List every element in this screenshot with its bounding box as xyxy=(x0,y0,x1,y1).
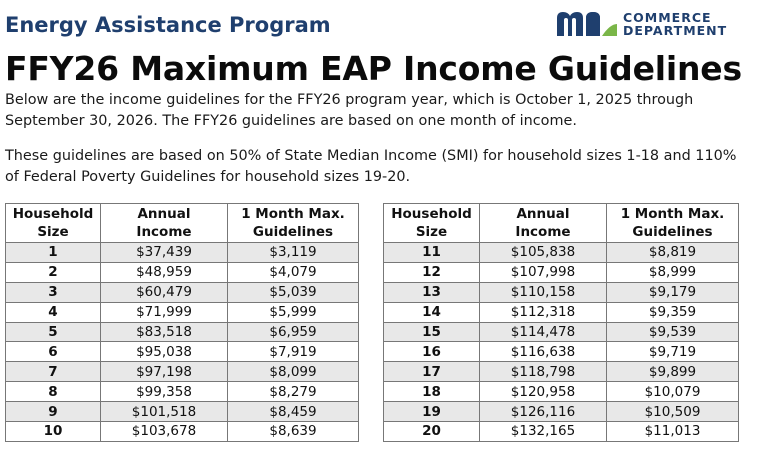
cell-annual-income: $95,038 xyxy=(101,342,228,362)
table-row xyxy=(384,262,739,282)
header-line: 1 Month Max. xyxy=(241,206,345,222)
cell-household-size: 16 xyxy=(384,342,480,362)
cell-household-size: 15 xyxy=(384,322,480,342)
table-header-row xyxy=(6,204,359,243)
header-line: Size xyxy=(415,224,448,240)
page-title: FFY26 Maximum EAP Income Guidelines xyxy=(5,49,742,88)
header-line: 1 Month Max. xyxy=(620,206,725,222)
header-month-max xyxy=(607,204,739,243)
cell-annual-income: $71,999 xyxy=(101,302,228,322)
intro-paragraph: Below are the income guidelines for the FFY26 program year, which is October 1, 2025 through September 30, 2026. The FFY26 guidelines are based on one month of income. xyxy=(5,92,694,129)
table-row xyxy=(384,362,739,382)
cell-household-size: 13 xyxy=(384,282,480,302)
table-row xyxy=(384,243,739,263)
cell-month-max: $9,899 xyxy=(607,362,739,382)
cell-household-size: 5 xyxy=(6,322,101,342)
basis-paragraph: These guidelines are based on 50% of State Median Income (SMI) for household sizes 1-18 and 110% of Federal Poverty Guidelines for household sizes 19-20. xyxy=(5,148,737,185)
cell-month-max: $7,919 xyxy=(228,342,359,362)
cell-month-max: $10,509 xyxy=(607,402,739,422)
cell-household-size: 2 xyxy=(6,262,101,282)
table-row xyxy=(6,322,359,342)
cell-month-max: $11,013 xyxy=(607,422,739,442)
mn-logo-icon xyxy=(555,10,619,38)
cell-household-size: 3 xyxy=(6,282,101,302)
cell-household-size: 7 xyxy=(6,362,101,382)
cell-month-max: $9,179 xyxy=(607,282,739,302)
header-annual-income xyxy=(480,204,607,243)
table-row xyxy=(384,382,739,402)
header-line: Household xyxy=(12,206,94,222)
header-household-size xyxy=(384,204,480,243)
cell-annual-income: $101,518 xyxy=(101,402,228,422)
cell-household-size: 10 xyxy=(6,422,101,442)
table-row xyxy=(384,402,739,422)
logo-text-line2: DEPARTMENT xyxy=(623,23,728,38)
header-line: Guidelines xyxy=(632,224,713,240)
cell-household-size: 6 xyxy=(6,342,101,362)
header-line: Annual xyxy=(516,206,570,222)
table-header-row xyxy=(384,204,739,243)
cell-annual-income: $116,638 xyxy=(480,342,607,362)
table-row xyxy=(6,262,359,282)
cell-month-max: $5,039 xyxy=(228,282,359,302)
header-household-size xyxy=(6,204,101,243)
cell-month-max: $9,719 xyxy=(607,342,739,362)
cell-month-max: $8,459 xyxy=(228,402,359,422)
cell-annual-income: $120,958 xyxy=(480,382,607,402)
cell-household-size: 1 xyxy=(6,243,101,263)
cell-month-max: $5,999 xyxy=(228,302,359,322)
cell-month-max: $8,279 xyxy=(228,382,359,402)
cell-month-max: $8,819 xyxy=(607,243,739,263)
cell-annual-income: $83,518 xyxy=(101,322,228,342)
commerce-department-logo xyxy=(555,8,727,40)
header-month-max xyxy=(228,204,359,243)
cell-month-max: $9,359 xyxy=(607,302,739,322)
cell-month-max: $8,999 xyxy=(607,262,739,282)
table-row xyxy=(384,342,739,362)
cell-household-size: 17 xyxy=(384,362,480,382)
cell-month-max: $8,639 xyxy=(228,422,359,442)
table-row xyxy=(6,422,359,442)
cell-annual-income: $118,798 xyxy=(480,362,607,382)
program-name: Energy Assistance Program xyxy=(5,13,331,37)
cell-household-size: 12 xyxy=(384,262,480,282)
cell-household-size: 9 xyxy=(6,402,101,422)
cell-household-size: 18 xyxy=(384,382,480,402)
cell-month-max: $10,079 xyxy=(607,382,739,402)
cell-annual-income: $37,439 xyxy=(101,243,228,263)
table-row xyxy=(6,302,359,322)
cell-annual-income: $112,318 xyxy=(480,302,607,322)
header-line: Guidelines xyxy=(252,224,334,240)
cell-annual-income: $105,838 xyxy=(480,243,607,263)
cell-annual-income: $97,198 xyxy=(101,362,228,382)
cell-household-size: 8 xyxy=(6,382,101,402)
cell-household-size: 4 xyxy=(6,302,101,322)
table-row xyxy=(6,282,359,302)
cell-annual-income: $107,998 xyxy=(480,262,607,282)
table-row xyxy=(6,243,359,263)
cell-annual-income: $114,478 xyxy=(480,322,607,342)
cell-month-max: $8,099 xyxy=(228,362,359,382)
header-line: Size xyxy=(37,224,69,240)
table-row xyxy=(6,342,359,362)
logo-text-line1: COMMERCE xyxy=(623,10,712,25)
cell-household-size: 14 xyxy=(384,302,480,322)
header-line: Income xyxy=(515,224,571,240)
cell-month-max: $9,539 xyxy=(607,322,739,342)
table-row xyxy=(6,402,359,422)
cell-month-max: $3,119 xyxy=(228,243,359,263)
cell-annual-income: $99,358 xyxy=(101,382,228,402)
cell-month-max: $6,959 xyxy=(228,322,359,342)
table-row xyxy=(384,302,739,322)
header-line: Income xyxy=(136,224,192,240)
table-row xyxy=(384,322,739,342)
header-line: Annual xyxy=(137,206,191,222)
table-row xyxy=(6,362,359,382)
guidelines-table-sizes-11-20 xyxy=(383,203,739,442)
cell-annual-income: $132,165 xyxy=(480,422,607,442)
header-annual-income xyxy=(101,204,228,243)
cell-month-max: $4,079 xyxy=(228,262,359,282)
cell-household-size: 19 xyxy=(384,402,480,422)
cell-annual-income: $110,158 xyxy=(480,282,607,302)
cell-annual-income: $60,479 xyxy=(101,282,228,302)
cell-household-size: 11 xyxy=(384,243,480,263)
cell-annual-income: $48,959 xyxy=(101,262,228,282)
cell-annual-income: $126,116 xyxy=(480,402,607,422)
table-row xyxy=(384,422,739,442)
cell-household-size: 20 xyxy=(384,422,480,442)
header-line: Household xyxy=(391,206,472,222)
table-row xyxy=(6,382,359,402)
cell-annual-income: $103,678 xyxy=(101,422,228,442)
table-row xyxy=(384,282,739,302)
logo-text xyxy=(623,11,727,37)
guidelines-table-sizes-1-10 xyxy=(5,203,359,442)
